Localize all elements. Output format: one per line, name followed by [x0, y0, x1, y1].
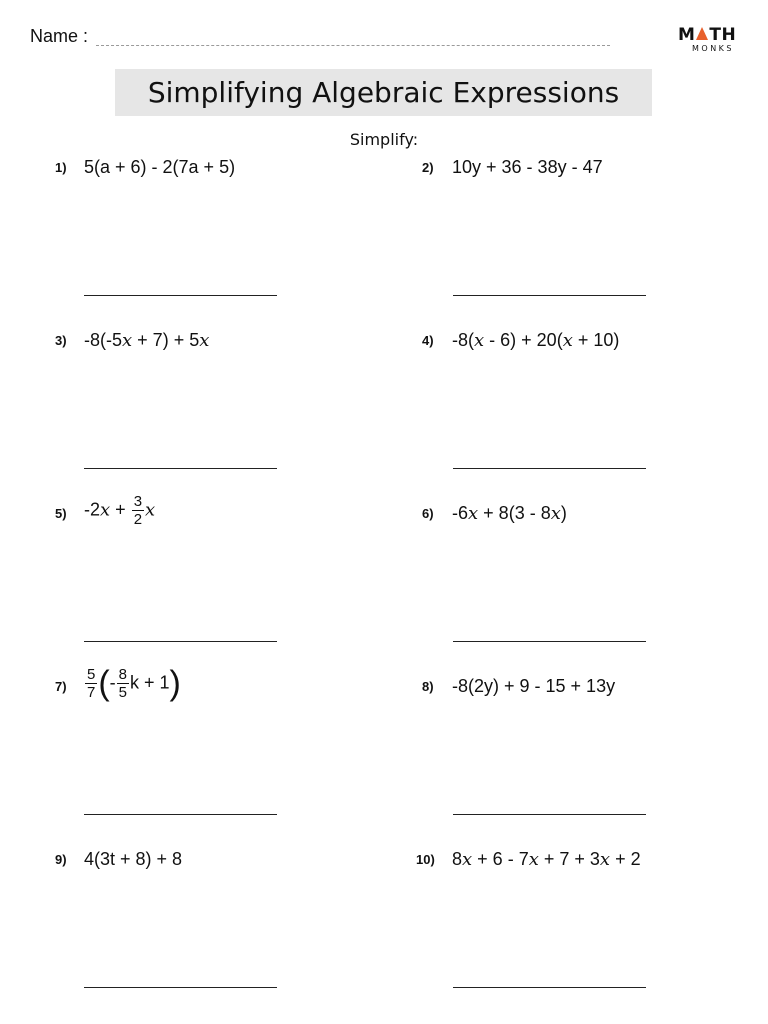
logo-triangle-icon: [696, 27, 708, 40]
math-monks-logo: [678, 26, 742, 56]
problem-10-answer-line[interactable]: [453, 987, 646, 988]
problem-7-number: 7): [55, 679, 67, 694]
logo-subtitle: MONKS: [692, 44, 735, 53]
problem-8-answer-line[interactable]: [453, 814, 646, 815]
problem-7-answer-line[interactable]: [84, 814, 277, 815]
problem-3-expression: -8(-5x + 7) + 5x: [84, 330, 210, 351]
fraction-eight-fifths: $\frac{8}{5}$: [118, 666, 128, 701]
problem-9-answer-line[interactable]: [84, 987, 277, 988]
problem-5-number: 5): [55, 506, 67, 521]
logo-letters-th: TH: [709, 25, 737, 45]
problem-8-number: 8): [422, 679, 434, 694]
problem-6-number: 6): [422, 506, 434, 521]
problem-4-answer-line[interactable]: [453, 468, 646, 469]
problem-1-number: 1): [55, 160, 67, 175]
problem-5-answer-line[interactable]: [84, 641, 277, 642]
title-banner: [115, 69, 652, 116]
problem-2-number: 2): [422, 160, 434, 175]
problem-2-expression: 10y + 36 - 38y - 47: [452, 157, 603, 177]
logo-letter-m: M: [678, 25, 696, 45]
problem-3-number: 3): [55, 333, 67, 348]
problem-7-expression: $\frac{5}{7}$ (- $\frac{8}{5}$ k + 1): [87, 664, 181, 703]
problem-4-expression: -8(x - 6) + 20(x + 10): [452, 330, 620, 351]
problem-1-expression: 5(a + 6) - 2(7a + 5): [84, 157, 236, 177]
problem-5-expression: -2x + $\frac{3}{2}$ x: [84, 493, 156, 528]
problem-6-expression: -6x + 8(3 - 8x): [452, 503, 567, 524]
problem-8-expression: -8(2y) + 9 - 15 + 13y: [452, 676, 616, 696]
name-label: Name :: [30, 26, 89, 46]
problem-4-number: 4): [422, 333, 434, 348]
problem-2-answer-line[interactable]: [453, 295, 646, 296]
fraction-three-halves: $\frac{3}{2}$: [133, 493, 143, 528]
name-field-line[interactable]: [96, 45, 610, 46]
problem-9-number: 9): [55, 852, 67, 867]
problem-3-answer-line[interactable]: [84, 468, 277, 469]
problem-9-expression: 4(3t + 8) + 8: [84, 849, 183, 869]
fraction-five-sevenths: $\frac{5}{7}$: [87, 666, 96, 701]
problem-6-answer-line[interactable]: [453, 641, 646, 642]
instruction: Simplify:: [349, 130, 419, 149]
problem-1-answer-line[interactable]: [84, 295, 277, 296]
problem-10-expression: 8x + 6 - 7x + 7 + 3x + 2: [452, 849, 641, 870]
problem-10-number: 10): [416, 852, 435, 867]
page-title: Simplifying Algebraic Expressions: [147, 76, 620, 109]
